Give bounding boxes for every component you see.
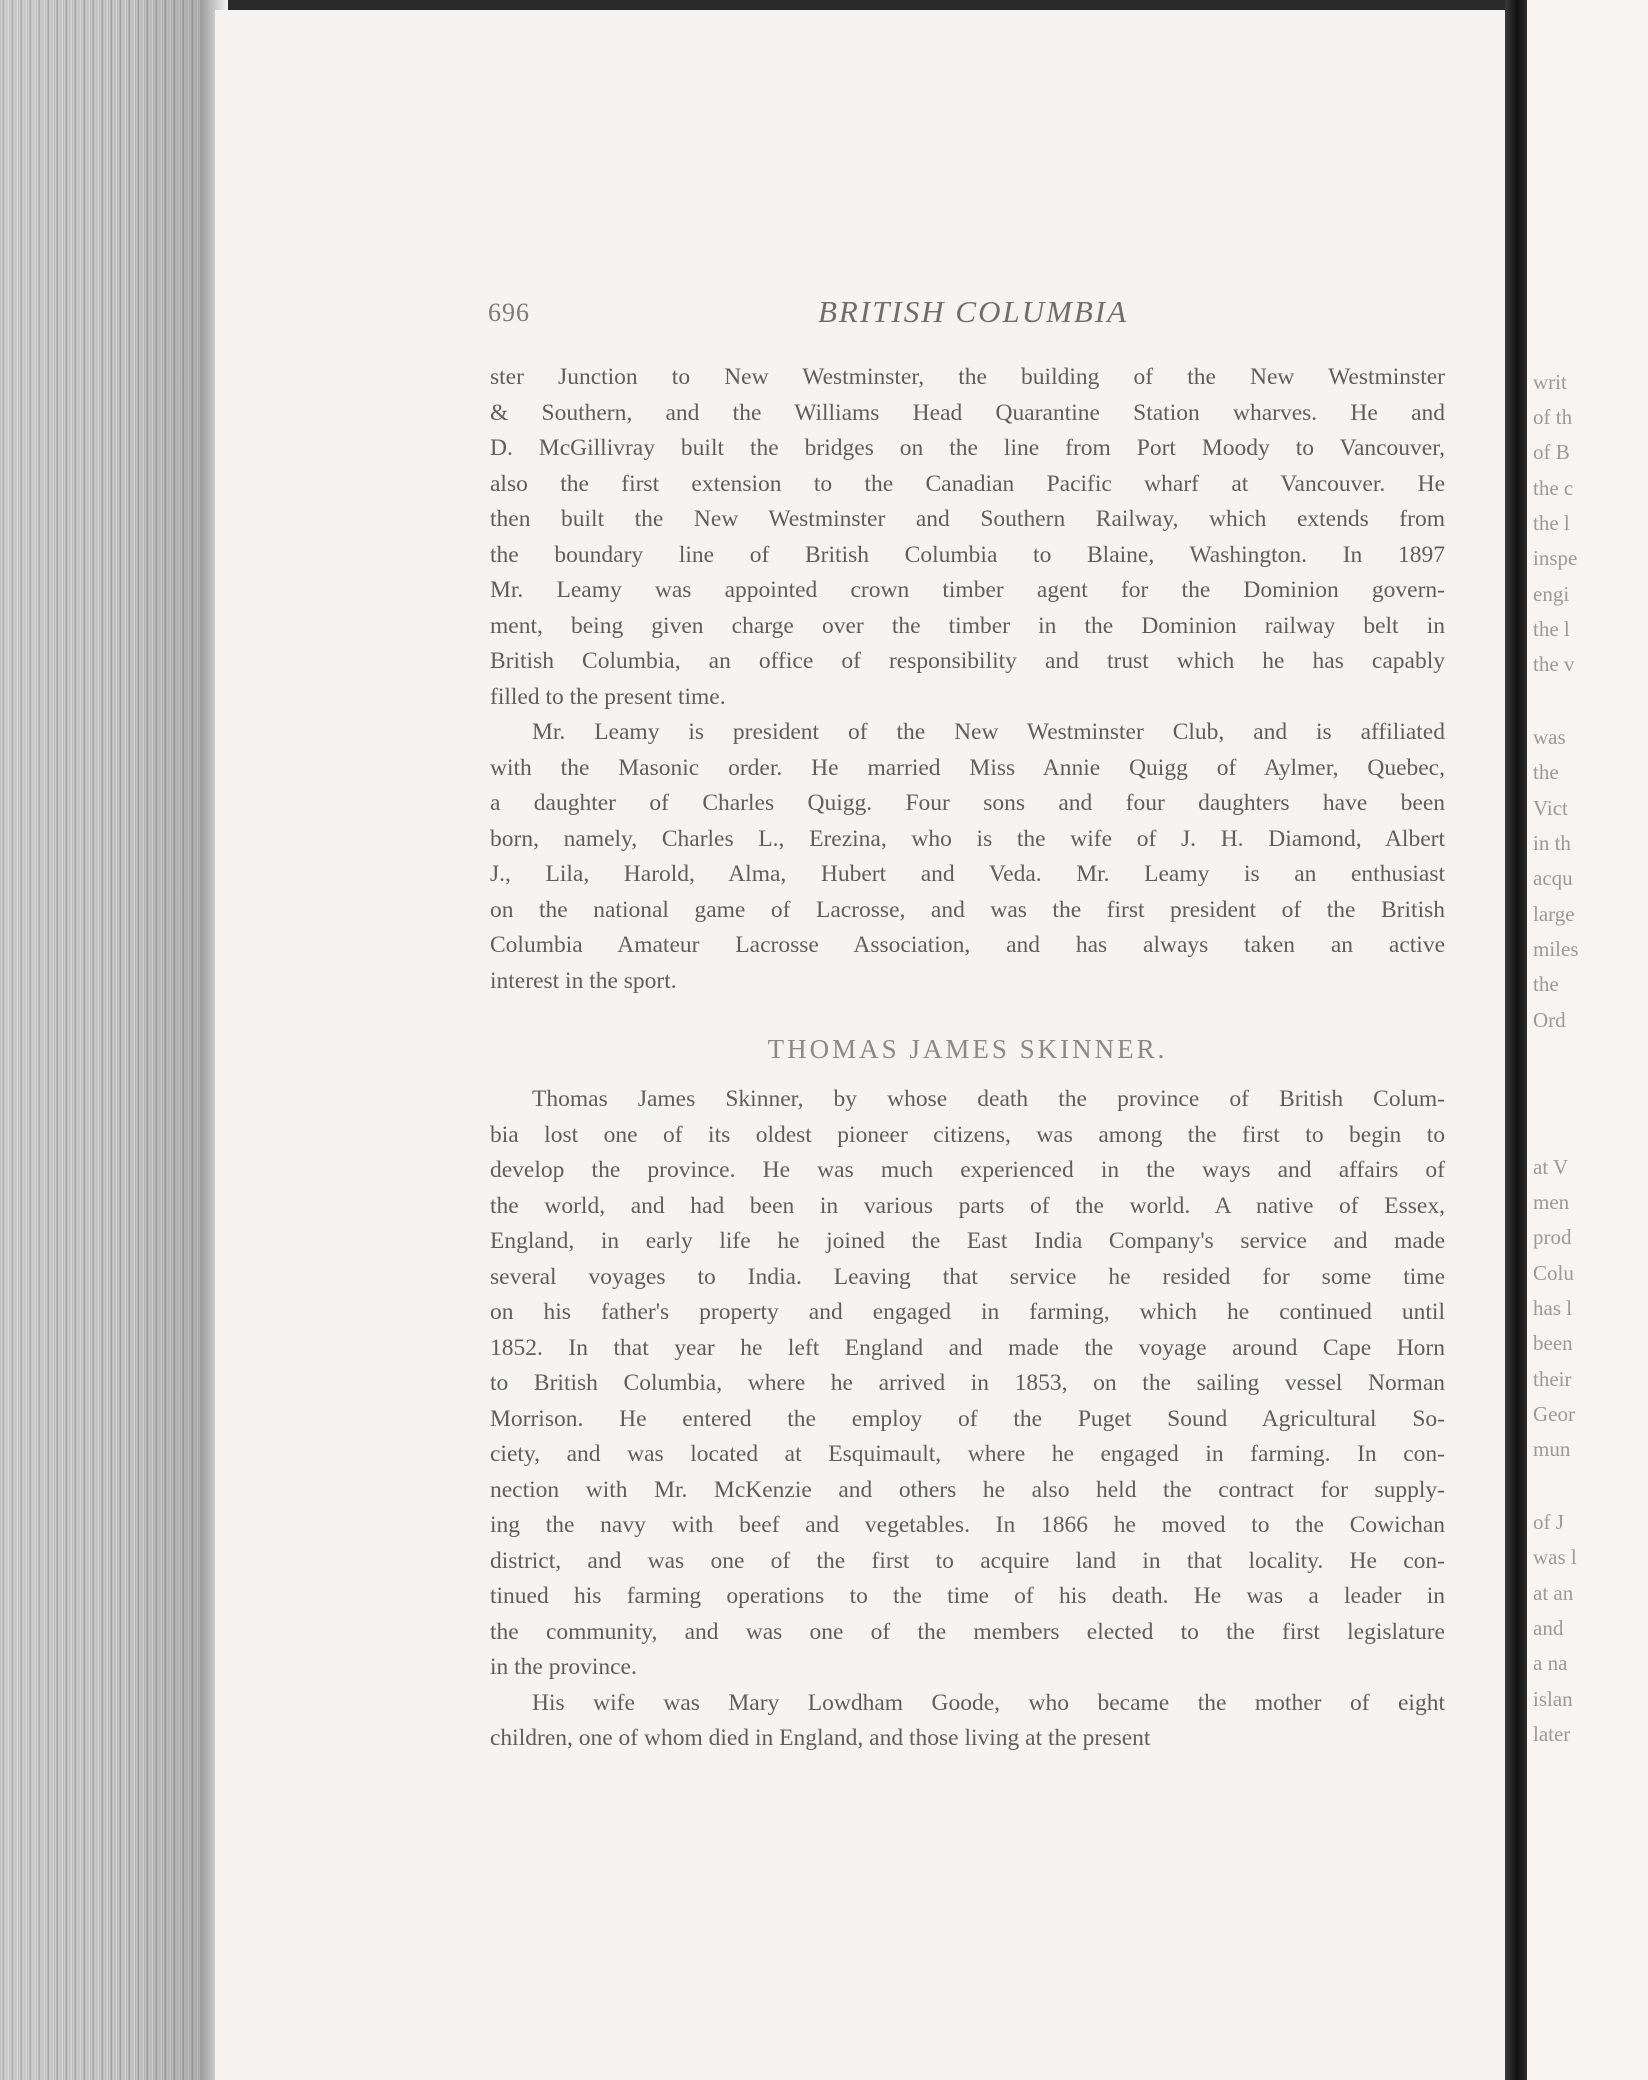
text-line: the boundary line of British Columbia to Blaine, Washington. In 1897 xyxy=(490,541,1445,568)
text-line: tinued his farming operations to the time of his death. He was a leader in xyxy=(490,1583,1445,1609)
text-line: Mr. Leamy is president of the New Westminster Club, and is affiliated xyxy=(532,719,1445,745)
facing-page-fragment: the xyxy=(1533,972,1559,996)
section-heading: THOMAS JAMES SKINNER. xyxy=(767,1034,1168,1064)
facing-page-fragment: Vict xyxy=(1533,796,1568,820)
facing-page-fragment: acqu xyxy=(1533,866,1573,890)
facing-page-fragment: mun xyxy=(1533,1437,1571,1461)
facing-page-fragment: Colu xyxy=(1533,1261,1574,1285)
text-line: the community, and was one of the members elected to the first legislature xyxy=(490,1618,1445,1645)
text-line: Mr. Leamy was appointed crown timber agent for the Dominion govern- xyxy=(490,577,1445,603)
text-line: then built the New Westminster and Southern Railway, which extends from xyxy=(490,506,1445,532)
text-line: & Southern, and the Williams Head Quarantine Station wharves. He and xyxy=(490,399,1445,426)
facing-page-fragment: the c xyxy=(1533,476,1574,500)
text-line: on the national game of Lacrosse, and was the first president of the British xyxy=(490,896,1445,923)
facing-page-fragment: at an xyxy=(1533,1581,1574,1605)
text-line: on his father's property and engaged in farming, which he continued until xyxy=(490,1299,1445,1325)
facing-page xyxy=(1527,0,1648,2080)
text-line: bia lost one of its oldest pioneer citizens, was among the first to begin to xyxy=(490,1121,1445,1148)
facing-page-fragment: their xyxy=(1533,1367,1572,1391)
text-line: also the first extension to the Canadian Pacific wharf at Vancouver. He xyxy=(490,470,1445,497)
facing-page-fragment: inspe xyxy=(1533,546,1578,570)
text-line: develop the province. He was much experienced in the ways and affairs of xyxy=(490,1157,1445,1183)
facing-page-fragment: islan xyxy=(1533,1687,1573,1711)
text-line: a daughter of Charles Quigg. Four sons and four daughters have been xyxy=(490,790,1445,816)
facing-page-fragment: of B xyxy=(1533,440,1570,464)
text-line: 1852. In that year he left England and made the voyage around Cape Horn xyxy=(490,1334,1445,1361)
facing-page-fragment: the l xyxy=(1533,511,1570,535)
text-line: to British Columbia, where he arrived in 1853, on the sailing vessel Norman xyxy=(490,1370,1445,1396)
facing-page-fragment: at V xyxy=(1533,1155,1569,1179)
text-line: ing the navy with beef and vegetables. In 1866 he moved to the Cowichan xyxy=(490,1512,1445,1538)
text-line: district, and was one of the first to acquire land in that locality. He con- xyxy=(490,1547,1445,1574)
text-line: His wife was Mary Lowdham Goode, who became the mother of eight xyxy=(532,1689,1445,1716)
text-line: ment, being given charge over the timber in the Dominion railway belt in xyxy=(490,612,1445,639)
facing-page-fragment: miles xyxy=(1533,937,1579,961)
facing-page-fragment: of th xyxy=(1533,405,1573,429)
facing-page-fragment: in th xyxy=(1533,831,1571,855)
text-line: several voyages to India. Leaving that service he resided for some time xyxy=(490,1263,1445,1290)
text-line: British Columbia, an office of responsibility and trust which he has capably xyxy=(490,648,1445,674)
text-line: Columbia Amateur Lacrosse Association, and has always taken an active xyxy=(490,932,1445,958)
text-line: nection with Mr. McKenzie and others he also held the contract for supply- xyxy=(490,1476,1445,1503)
text-line: ciety, and was located at Esquimault, where he engaged in farming. In con- xyxy=(490,1441,1445,1467)
text-line: Morrison. He entered the employ of the Puget Sound Agricultural So- xyxy=(490,1405,1445,1432)
facing-page-fragment: the xyxy=(1533,760,1559,784)
text-line: with the Masonic order. He married Miss Annie Quigg of Aylmer, Quebec, xyxy=(490,754,1445,781)
facing-page-fragment: writ xyxy=(1533,370,1567,394)
running-head: BRITISH COLUMBIA xyxy=(818,294,1129,329)
facing-page-fragment: Ord xyxy=(1533,1008,1566,1032)
text-line: children, one of whom died in England, and those living at the present xyxy=(490,1725,1151,1751)
facing-page-fragment: large xyxy=(1533,902,1575,926)
text-line: in the province. xyxy=(490,1654,637,1680)
text-line: interest in the sport. xyxy=(490,967,677,994)
facing-page-fragment: and xyxy=(1533,1616,1564,1640)
text-line: filled to the present time. xyxy=(490,683,726,710)
text-line: England, in early life he joined the East India Company's service and made xyxy=(490,1228,1445,1254)
text-line: ster Junction to New Westminster, the building of the New Westminster xyxy=(490,364,1445,390)
book-gutter xyxy=(1505,0,1527,2080)
text-line: J., Lila, Harold, Alma, Hubert and Veda. Mr. Leamy is an enthusiast xyxy=(490,861,1445,887)
top-border xyxy=(0,0,1648,10)
facing-page-fragment: was l xyxy=(1533,1545,1577,1569)
facing-page-fragment: of J xyxy=(1533,1510,1564,1534)
facing-page-fragment: the l xyxy=(1533,617,1570,641)
facing-page-fragment: Geor xyxy=(1533,1402,1575,1426)
facing-page-fragment: men xyxy=(1533,1190,1570,1214)
text-line: born, namely, Charles L., Erezina, who is the wife of J. H. Diamond, Albert xyxy=(490,825,1445,852)
page-number: 696 xyxy=(488,298,530,327)
facing-page-fragment: engi xyxy=(1533,582,1570,606)
facing-page-fragment: later xyxy=(1533,1722,1571,1746)
facing-page-fragment: was xyxy=(1533,725,1566,749)
text-line: D. McGillivray built the bridges on the line from Port Moody to Vancouver, xyxy=(490,435,1445,461)
stacked-page-edges xyxy=(0,0,215,2080)
text-line: Thomas James Skinner, by whose death the province of British Colum- xyxy=(532,1086,1445,1112)
facing-page-fragment: the v xyxy=(1533,652,1575,676)
facing-page-fragment: a na xyxy=(1533,1651,1568,1675)
facing-page-fragment: prod xyxy=(1533,1225,1572,1249)
facing-page-fragment: been xyxy=(1533,1331,1573,1355)
text-line: the world, and had been in various parts of the world. A native of Essex, xyxy=(490,1192,1445,1219)
facing-page-fragment: has l xyxy=(1533,1296,1573,1320)
